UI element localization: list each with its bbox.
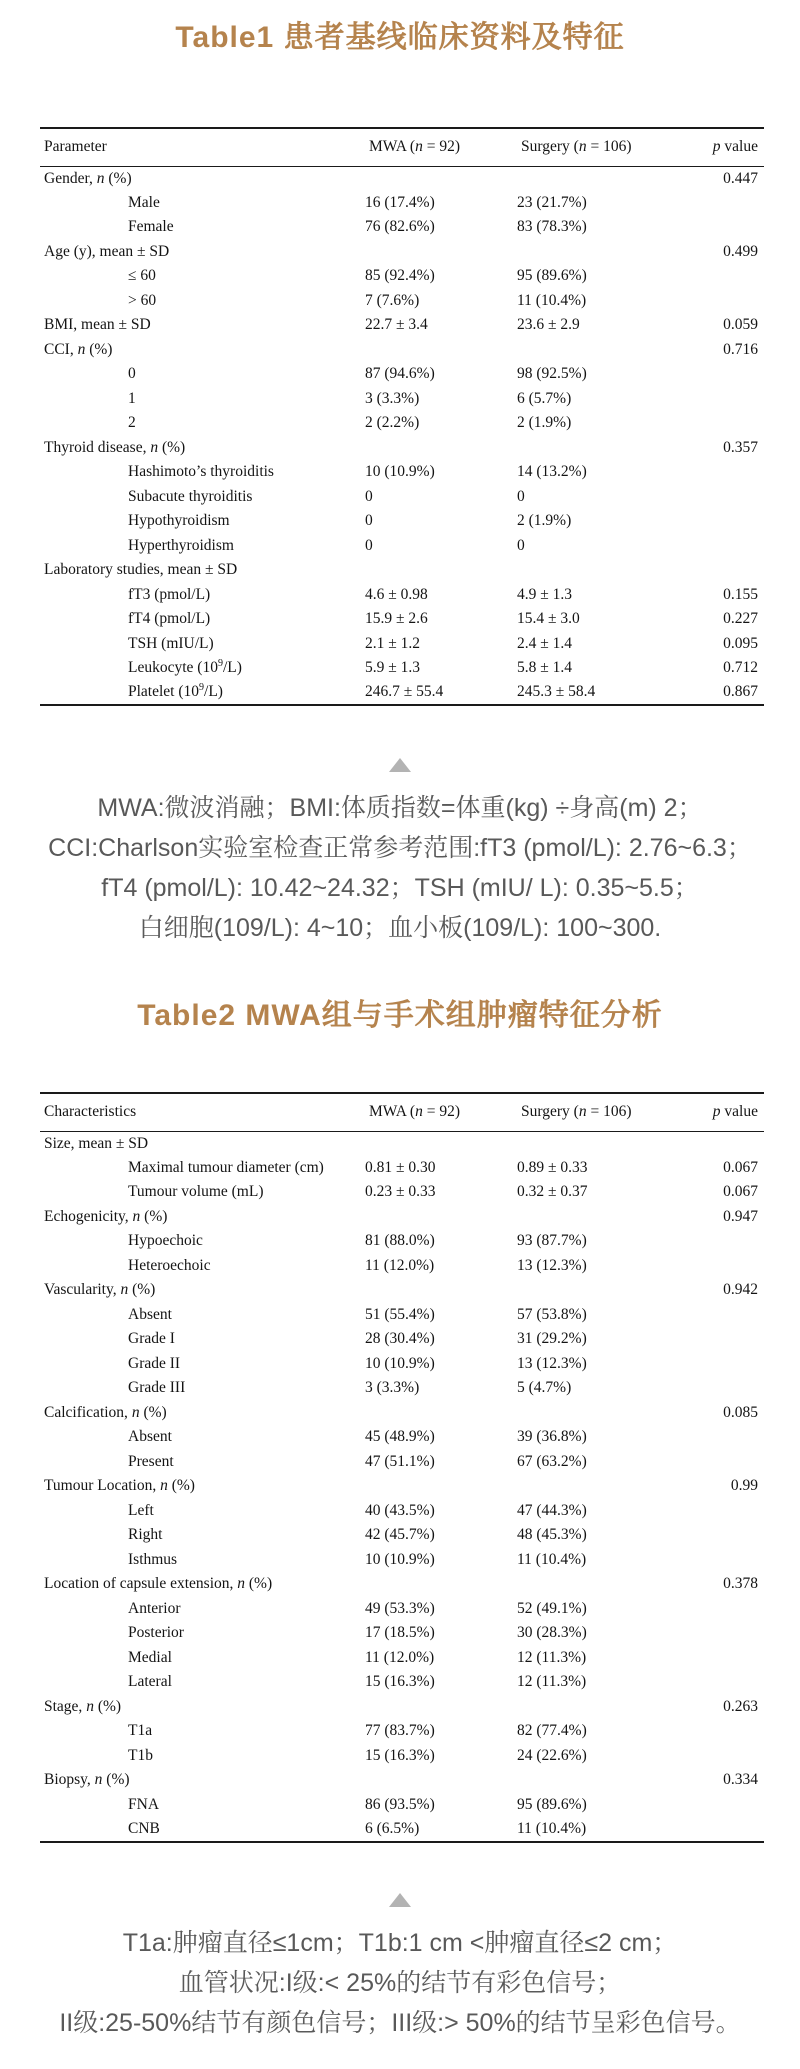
surgery-value: 15.4 ± 3.0 xyxy=(517,610,580,628)
mwa-value: 85 (92.4%) xyxy=(365,267,435,285)
table-row xyxy=(40,1817,764,1842)
surgery-value: 0.89 ± 0.33 xyxy=(517,1158,588,1176)
surgery-value: 83 (78.3%) xyxy=(517,218,587,236)
p-value: 0.334 xyxy=(723,1771,758,1789)
mwa-value: 6 (6.5%) xyxy=(365,1817,517,1842)
p-value: 0.085 xyxy=(723,1403,758,1421)
table-row xyxy=(40,1646,764,1671)
row-label: fT3 (pmol/L) xyxy=(128,585,211,603)
table2 xyxy=(40,1092,764,1843)
mwa-value xyxy=(365,436,517,461)
row-label: Hypothyroidism xyxy=(128,512,230,530)
surgery-value: 23.6 ± 2.9 xyxy=(517,316,580,334)
p-value: 0.263 xyxy=(723,1697,758,1715)
mwa-value: 5.9 ± 1.3 xyxy=(365,659,421,677)
p-value xyxy=(679,1646,764,1671)
table-row xyxy=(40,485,764,510)
surgery-value: 13 (12.3%) xyxy=(517,1354,587,1372)
mwa-value: 246.7 ± 55.4 xyxy=(365,681,517,706)
column-header-surgery: Surgery (n = 106) xyxy=(517,128,679,166)
surgery-value: 93 (87.7%) xyxy=(517,1232,587,1250)
mwa-value: 10 (10.9%) xyxy=(365,1354,435,1372)
surgery-value: 5.8 ± 1.4 xyxy=(517,659,573,677)
column-header-p-value: p value xyxy=(679,1093,764,1131)
surgery-value xyxy=(517,1474,679,1499)
row-label: Absent xyxy=(128,1428,172,1446)
mwa-value: 15 (16.3%) xyxy=(365,1746,435,1764)
table-row xyxy=(40,1278,764,1303)
p-value xyxy=(679,534,764,559)
surgery-value xyxy=(517,240,679,265)
p-value xyxy=(679,191,764,216)
mwa-value: 4.6 ± 0.98 xyxy=(365,585,428,603)
surgery-value: 48 (45.3%) xyxy=(517,1526,587,1544)
surgery-value: 39 (36.8%) xyxy=(517,1428,587,1446)
row-label: Calcification, n (%) xyxy=(44,1403,167,1421)
table-row xyxy=(40,1254,764,1279)
footnote-line: fT4 (pmol/L): 10.42~24.32；TSH (mIU/ L): 0.35~5.5； xyxy=(101,874,699,902)
p-value xyxy=(679,1670,764,1695)
row-label: 2 xyxy=(128,414,136,432)
mwa-value xyxy=(365,240,517,265)
p-value: 0.99 xyxy=(730,1477,758,1495)
row-label: Subacute thyroiditis xyxy=(128,487,253,505)
p-value xyxy=(679,1254,764,1279)
surgery-value xyxy=(517,1131,679,1156)
table-row xyxy=(40,362,764,387)
row-label: T1b xyxy=(128,1746,153,1764)
surgery-value: 12 (11.3%) xyxy=(517,1648,587,1666)
mwa-value xyxy=(365,338,517,363)
table-row xyxy=(40,191,764,216)
row-label: Lateral xyxy=(128,1673,172,1691)
mwa-value: 22.7 ± 3.4 xyxy=(365,316,428,334)
row-label: Maximal tumour diameter (cm) xyxy=(128,1158,324,1176)
mwa-value: 86 (93.5%) xyxy=(365,1795,435,1813)
row-label: Hyperthyroidism xyxy=(128,536,234,554)
table1 xyxy=(40,127,764,706)
column-header-parameter: Parameter xyxy=(40,128,365,166)
surgery-value xyxy=(517,338,679,363)
surgery-value: 11 (10.4%) xyxy=(517,291,587,309)
mwa-value xyxy=(365,166,517,191)
table-row xyxy=(40,1597,764,1622)
table-row xyxy=(40,656,764,681)
p-value: 0.716 xyxy=(723,340,758,358)
row-label: Right xyxy=(128,1526,163,1544)
p-value xyxy=(679,1817,764,1842)
table2-body xyxy=(40,1131,764,1842)
mwa-value xyxy=(365,1572,517,1597)
p-value: 0.378 xyxy=(723,1575,758,1593)
surgery-value: 31 (29.2%) xyxy=(517,1330,587,1348)
p-value xyxy=(679,1131,764,1156)
mwa-value xyxy=(365,1205,517,1230)
footnote-line: T1a:肿瘤直径≤1cm；T1b:1 cm <肿瘤直径≤2 cm； xyxy=(122,1928,678,1957)
row-label: FNA xyxy=(128,1795,160,1813)
row-label: CCI, n (%) xyxy=(44,340,113,358)
table-row xyxy=(40,289,764,314)
row-label: Male xyxy=(128,193,160,211)
mwa-value: 11 (12.0%) xyxy=(365,1256,435,1274)
row-label: CNB xyxy=(40,1817,365,1842)
footnote-line: 血管状况:I级:< 25%的结节有彩色信号； xyxy=(178,1968,622,1997)
table-row xyxy=(40,1156,764,1181)
table1-footnote xyxy=(0,788,800,948)
mwa-value: 47 (51.1%) xyxy=(365,1452,435,1470)
column-header-surgery: Surgery (n = 106) xyxy=(517,1093,679,1131)
p-value: 0.867 xyxy=(679,681,764,706)
mwa-value xyxy=(365,1131,517,1156)
table-row xyxy=(40,1695,764,1720)
footnote-line: CCI:Charlson实验室检查正常参考范围:fT3 (pmol/L): 2.76~6.3； xyxy=(48,834,752,862)
p-value xyxy=(679,1376,764,1401)
row-label: > 60 xyxy=(128,291,157,309)
column-header-mwa: MWA (n = 92) xyxy=(365,1093,517,1131)
mwa-value: 3 (3.3%) xyxy=(365,389,420,407)
row-label: Grade II xyxy=(128,1354,181,1372)
p-value xyxy=(679,264,764,289)
mwa-value: 0 xyxy=(365,487,373,505)
surgery-value: 0 xyxy=(517,536,525,554)
table2-footnote xyxy=(0,1923,800,2043)
table2-header xyxy=(40,1093,764,1131)
row-label: Grade I xyxy=(128,1330,175,1348)
surgery-value: 13 (12.3%) xyxy=(517,1256,587,1274)
p-value xyxy=(679,1352,764,1377)
table-row xyxy=(40,1793,764,1818)
p-value xyxy=(679,1793,764,1818)
mwa-value: 87 (94.6%) xyxy=(365,365,435,383)
table-row xyxy=(40,1744,764,1769)
table-row xyxy=(40,509,764,534)
p-value xyxy=(679,1719,764,1744)
row-label: Heteroechoic xyxy=(128,1256,211,1274)
surgery-value: 95 (89.6%) xyxy=(517,1795,587,1813)
p-value xyxy=(679,362,764,387)
table-row xyxy=(40,387,764,412)
mwa-value: 2.1 ± 1.2 xyxy=(365,634,421,652)
row-label: Echogenicity, n (%) xyxy=(44,1207,168,1225)
surgery-value xyxy=(517,1572,679,1597)
surgery-value: 82 (77.4%) xyxy=(517,1722,587,1740)
p-value: 0.227 xyxy=(723,610,758,628)
p-value: 0.067 xyxy=(723,1183,758,1201)
footnote-line: II级:25-50%结节有颜色信号；III级:> 50%的结节呈彩色信号。 xyxy=(59,2008,741,2037)
table-row xyxy=(40,558,764,583)
row-label: Posterior xyxy=(128,1624,184,1642)
mwa-value xyxy=(365,558,517,583)
row-label: Tumour volume (mL) xyxy=(128,1183,264,1201)
p-value xyxy=(679,1229,764,1254)
table-row xyxy=(40,1670,764,1695)
p-value xyxy=(679,460,764,485)
surgery-value: 0 xyxy=(517,487,525,505)
header-row xyxy=(40,128,764,166)
surgery-value xyxy=(517,558,679,583)
row-label: Laboratory studies, mean ± SD xyxy=(44,561,238,579)
mwa-value: 0.23 ± 0.33 xyxy=(365,1183,436,1201)
surgery-value: 57 (53.8%) xyxy=(517,1305,587,1323)
p-value: 0.947 xyxy=(723,1207,758,1225)
table-row xyxy=(40,1131,764,1156)
table-row xyxy=(40,1450,764,1475)
mwa-value: 10 (10.9%) xyxy=(365,463,435,481)
table-row xyxy=(40,264,764,289)
row-label: Present xyxy=(128,1452,174,1470)
row-label: T1a xyxy=(128,1722,153,1740)
table-row xyxy=(40,1499,764,1524)
mwa-value: 49 (53.3%) xyxy=(365,1599,435,1617)
p-value: 0.447 xyxy=(723,169,758,187)
surgery-value xyxy=(517,1768,679,1793)
p-value xyxy=(679,1303,764,1328)
surgery-value: 0.32 ± 0.37 xyxy=(517,1183,588,1201)
surgery-value: 11 (10.4%) xyxy=(517,1817,679,1842)
table-row xyxy=(40,1719,764,1744)
row-label: Age (y), mean ± SD xyxy=(44,242,170,260)
p-value xyxy=(679,1327,764,1352)
surgery-value: 2.4 ± 1.4 xyxy=(517,634,573,652)
table1-header xyxy=(40,128,764,166)
surgery-value xyxy=(517,1695,679,1720)
p-value xyxy=(679,1597,764,1622)
surgery-value: 14 (13.2%) xyxy=(517,463,587,481)
surgery-value xyxy=(517,436,679,461)
p-value xyxy=(679,1499,764,1524)
surgery-value: 23 (21.7%) xyxy=(517,193,587,211)
surgery-value: 12 (11.3%) xyxy=(517,1673,587,1691)
row-label: Grade III xyxy=(128,1379,186,1397)
row-label: Location of capsule extension, n (%) xyxy=(44,1575,273,1593)
mwa-value: 45 (48.9%) xyxy=(365,1428,435,1446)
surgery-value xyxy=(517,1401,679,1426)
row-label: Hypoechoic xyxy=(128,1232,203,1250)
row-label: Stage, n (%) xyxy=(44,1697,122,1715)
p-value xyxy=(679,1450,764,1475)
mwa-value: 51 (55.4%) xyxy=(365,1305,435,1323)
row-label: Left xyxy=(128,1501,154,1519)
row-label: Female xyxy=(128,218,174,236)
table-row xyxy=(40,1768,764,1793)
footnote-line: 白细胞(109/L): 4~10；血小板(109/L): 100~300. xyxy=(138,914,662,942)
mwa-value: 77 (83.7%) xyxy=(365,1722,435,1740)
row-label: 1 xyxy=(128,389,136,407)
table-row xyxy=(40,240,764,265)
row-label: Leukocyte $(10^9/L)$ xyxy=(128,658,242,677)
surgery-value: 2 (1.9%) xyxy=(517,512,572,530)
p-value: 0.155 xyxy=(723,585,758,603)
p-value: 0.942 xyxy=(723,1281,758,1299)
table-row xyxy=(40,1474,764,1499)
footnote-line: MWA:微波消融；BMI:体质指数=体重(kg) ÷身高(m) 2； xyxy=(97,794,703,822)
table-row xyxy=(40,681,764,706)
mwa-value: 10 (10.9%) xyxy=(365,1550,435,1568)
mwa-value: 81 (88.0%) xyxy=(365,1232,435,1250)
table-row xyxy=(40,1621,764,1646)
table-row xyxy=(40,460,764,485)
table-row xyxy=(40,411,764,436)
row-label: Medial xyxy=(128,1648,172,1666)
surgery-value xyxy=(517,1278,679,1303)
column-header-p-value: p value xyxy=(679,128,764,166)
row-label: Tumour Location, n (%) xyxy=(44,1477,195,1495)
row-label: Size, mean ± SD xyxy=(44,1134,149,1152)
mwa-value: 42 (45.7%) xyxy=(365,1526,435,1544)
row-label: Isthmus xyxy=(128,1550,178,1568)
row-label: BMI, mean ± SD xyxy=(44,316,151,334)
row-label: Biopsy, n (%) xyxy=(44,1771,130,1789)
mwa-value xyxy=(365,1695,517,1720)
surgery-value: 67 (63.2%) xyxy=(517,1452,587,1470)
table-row xyxy=(40,215,764,240)
p-value xyxy=(679,1621,764,1646)
table-row xyxy=(40,1425,764,1450)
table1-body xyxy=(40,166,764,705)
mwa-value: 3 (3.3%) xyxy=(365,1379,420,1397)
table-row xyxy=(40,534,764,559)
mwa-value: 15.9 ± 2.6 xyxy=(365,610,428,628)
table-row xyxy=(40,338,764,363)
p-value xyxy=(679,485,764,510)
table-row xyxy=(40,1376,764,1401)
table-row xyxy=(40,607,764,632)
p-value: 0.712 xyxy=(723,659,758,677)
surgery-value: 24 (22.6%) xyxy=(517,1746,587,1764)
surgery-value: 47 (44.3%) xyxy=(517,1501,587,1519)
surgery-value xyxy=(517,1205,679,1230)
mwa-value: 0 xyxy=(365,536,373,554)
mwa-value: 0.81 ± 0.30 xyxy=(365,1158,436,1176)
header-row xyxy=(40,1093,764,1131)
p-value xyxy=(679,387,764,412)
mwa-value: 11 (12.0%) xyxy=(365,1648,435,1666)
mwa-value: 2 (2.2%) xyxy=(365,414,420,432)
table-row xyxy=(40,1327,764,1352)
mwa-value: 28 (30.4%) xyxy=(365,1330,435,1348)
mwa-value: 40 (43.5%) xyxy=(365,1501,435,1519)
row-label: Absent xyxy=(128,1305,172,1323)
surgery-value: 2 (1.9%) xyxy=(517,414,572,432)
row-label: Hashimoto’s thyroiditis xyxy=(128,463,274,481)
table-row xyxy=(40,313,764,338)
table-row xyxy=(40,1303,764,1328)
p-value: 0.067 xyxy=(723,1158,758,1176)
surgery-value xyxy=(517,166,679,191)
mwa-value: 0 xyxy=(365,512,373,530)
mwa-value: 7 (7.6%) xyxy=(365,291,420,309)
table-row xyxy=(40,1548,764,1573)
p-value xyxy=(679,1523,764,1548)
surgery-value: 6 (5.7%) xyxy=(517,389,572,407)
p-value: 0.357 xyxy=(723,438,758,456)
mwa-value: 16 (17.4%) xyxy=(365,193,435,211)
p-value xyxy=(679,558,764,583)
table-row xyxy=(40,583,764,608)
surgery-value: 245.3 ± 58.4 xyxy=(517,681,679,706)
surgery-value: 5 (4.7%) xyxy=(517,1379,572,1397)
p-value xyxy=(679,509,764,534)
table-row xyxy=(40,1401,764,1426)
p-value: 0.499 xyxy=(723,242,758,260)
triangle-up-icon xyxy=(389,758,411,772)
table-row xyxy=(40,1180,764,1205)
surgery-value: 30 (28.3%) xyxy=(517,1624,587,1642)
surgery-value: 98 (92.5%) xyxy=(517,365,587,383)
surgery-value: 4.9 ± 1.3 xyxy=(517,585,573,603)
mwa-value xyxy=(365,1401,517,1426)
row-label: Anterior xyxy=(128,1599,181,1617)
table-row xyxy=(40,436,764,461)
p-value xyxy=(679,1744,764,1769)
row-label: Vascularity, n (%) xyxy=(44,1281,156,1299)
p-value: 0.095 xyxy=(723,634,758,652)
surgery-value: 95 (89.6%) xyxy=(517,267,587,285)
row-label: Platelet $(10^9/L)$ xyxy=(40,681,365,706)
surgery-value: 11 (10.4%) xyxy=(517,1550,587,1568)
triangle-up-icon xyxy=(389,1893,411,1907)
table-row xyxy=(40,1352,764,1377)
row-label: Thyroid disease, n (%) xyxy=(44,438,186,456)
mwa-value xyxy=(365,1474,517,1499)
mwa-value xyxy=(365,1768,517,1793)
mwa-value: 76 (82.6%) xyxy=(365,218,435,236)
table-row xyxy=(40,1205,764,1230)
row-label: ≤ 60 xyxy=(128,267,156,285)
table-row xyxy=(40,1229,764,1254)
p-value xyxy=(679,289,764,314)
p-value: 0.059 xyxy=(723,316,758,334)
table1-title: Table1 患者基线临床资料及特征 xyxy=(175,21,625,54)
table-row xyxy=(40,166,764,191)
row-label: fT4 (pmol/L) xyxy=(128,610,211,628)
column-header-mwa: MWA (n = 92) xyxy=(365,128,517,166)
table-row xyxy=(40,1523,764,1548)
mwa-value xyxy=(365,1278,517,1303)
table-row xyxy=(40,1572,764,1597)
row-label: TSH (mIU/L) xyxy=(128,634,214,652)
table-row xyxy=(40,632,764,657)
p-value xyxy=(679,1425,764,1450)
row-label: Gender, n (%) xyxy=(44,169,132,187)
table2-title: Table2 MWA组与手术组肿瘤特征分析 xyxy=(137,999,663,1032)
mwa-value: 17 (18.5%) xyxy=(365,1624,435,1642)
row-label: 0 xyxy=(128,365,136,383)
surgery-value: 52 (49.1%) xyxy=(517,1599,587,1617)
p-value xyxy=(679,411,764,436)
p-value xyxy=(679,215,764,240)
p-value xyxy=(679,1548,764,1573)
column-header-characteristics: Characteristics xyxy=(40,1093,365,1131)
mwa-value: 15 (16.3%) xyxy=(365,1673,435,1691)
